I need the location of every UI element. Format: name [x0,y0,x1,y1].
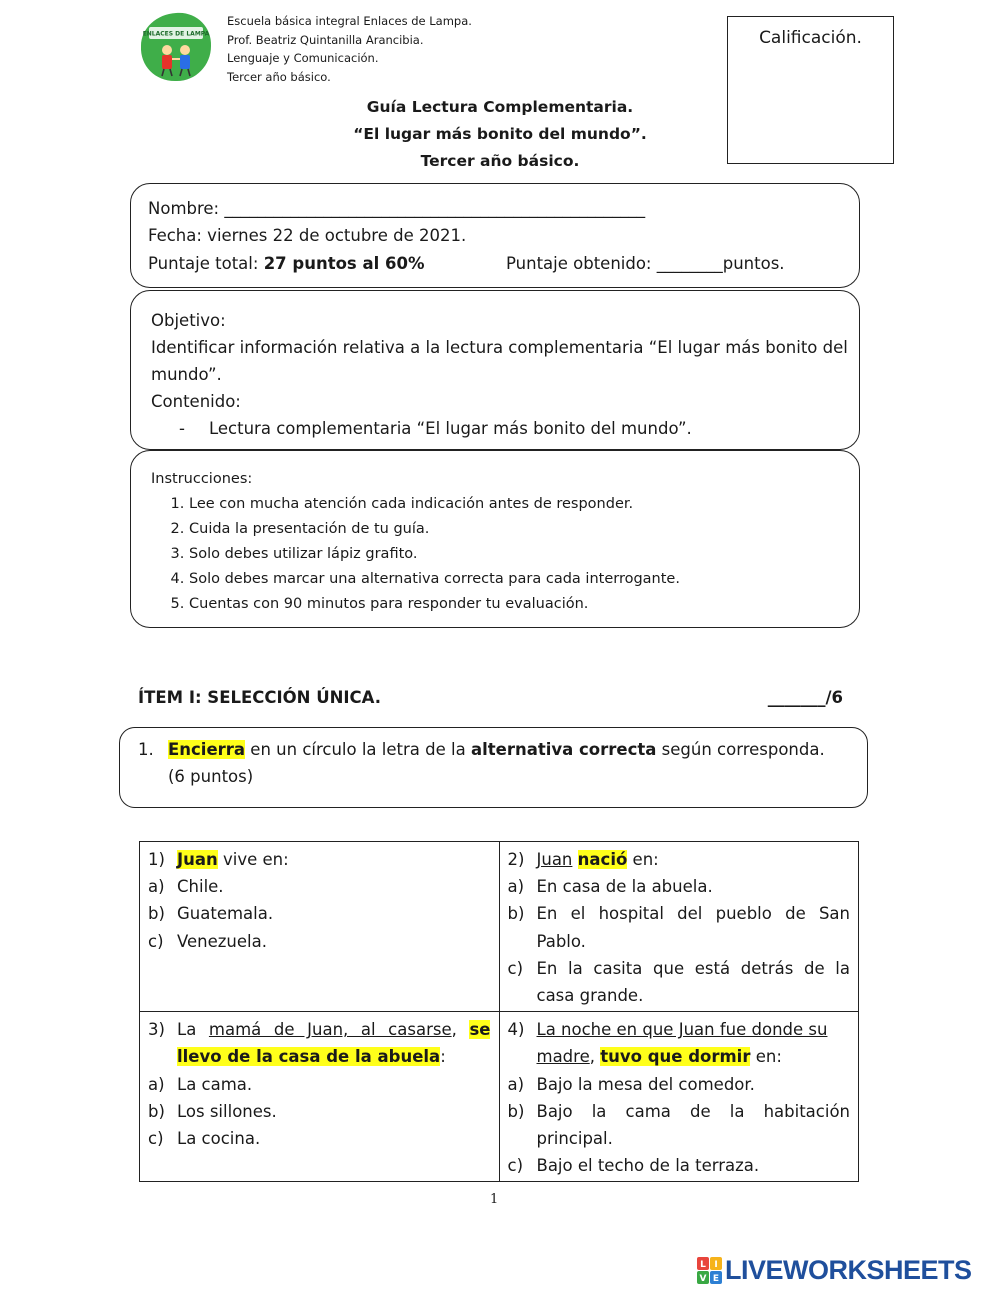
liveworksheets-wordmark: LIVEWORKSHEETS [725,1255,972,1285]
question-colon: : [440,1047,446,1067]
answer-option[interactable] [148,873,491,900]
question-4-cell [499,1012,859,1182]
table-row [140,1012,859,1182]
option-text: Guatemala. [177,904,274,924]
instruction-item: 5. Cuentas con 90 minutos para responder tu evaluación. [189,592,851,617]
answer-option[interactable] [148,928,491,955]
question-comma: , [589,1047,601,1067]
school-logo [137,10,215,84]
name-row [148,199,645,218]
total-score-row [148,254,425,273]
total-score-value: 27 puntos al 60% [263,254,425,273]
liveworksheets-brand[interactable] [697,1255,972,1286]
underlined-phrase: La noche en que Juan fue donde su madre [536,1020,828,1067]
instruction-bold: alternativa correcta [470,740,657,759]
instructions-list [151,492,851,617]
option-text: Chile. [177,877,224,897]
item-instruction-box [119,727,868,808]
name-input-line[interactable]: ___________________________________________________ [224,199,646,218]
name-label: Nombre: [148,199,220,218]
question-number: 3) [148,1020,165,1040]
title-line-1: Guía Lectura Complementaria. [366,98,634,116]
question-3-stem [148,1016,491,1070]
highlight-phrase: se llevo de la casa de la abuela [177,1020,491,1067]
objective-box [130,290,860,450]
question-4-stem [508,1016,851,1070]
title-line-3: Tercer año básico. [420,152,580,170]
option-letter: b) [507,1101,525,1121]
instructions-box [130,450,860,628]
item-one-score-blank[interactable]: _______ [767,688,826,707]
answer-option[interactable] [508,955,851,1009]
instructions-label: Instrucciones: [151,471,253,487]
option-text: En la casita que está detrás de la casa grande. [536,958,850,1006]
content-label: Contenido: [151,392,241,411]
obtained-score-row [506,254,785,273]
answer-option[interactable] [508,1152,851,1179]
item-instruction [138,736,858,790]
answer-option[interactable] [508,873,851,900]
question-text: vive en: [217,850,289,869]
instruction-item: 1. Lee con mucha atención cada indicación antes de responder. [189,492,851,517]
questions-table [139,841,859,1182]
obtained-score-suffix: puntos. [722,254,785,273]
instruction-points: (6 puntos) [168,767,254,786]
option-letter: b) [507,904,525,924]
option-letter: b) [148,1101,165,1121]
option-letter: c) [148,1129,164,1149]
item-one-score [768,688,843,707]
content-item-text: Lectura complementaria “El lugar más bonito del mundo”. [209,419,692,438]
item-one-title: ÍTEM I: SELECCIÓN ÚNICA. [138,688,381,707]
school-name: Escuela básica integral Enlaces de Lampa. [227,14,472,28]
question-2-stem [508,846,851,873]
option-text: Bajo la mesa del comedor. [536,1074,755,1094]
page-number: 1 [490,1192,499,1207]
answer-option[interactable] [508,1071,851,1098]
question-text: en: [627,850,659,869]
option-text: La cama. [177,1074,253,1094]
table-row [140,842,859,1012]
answer-option[interactable] [148,1071,491,1098]
option-letter: c) [507,1156,524,1176]
obtained-score-input-line[interactable]: ________ [656,254,723,273]
item-one-heading [138,688,843,707]
instruction-part2: según corresponda. [656,740,825,759]
objective-label: Objetivo: [151,311,226,330]
question-comma: , [451,1020,470,1040]
svg-text:ENLACES DE LAMPA: ENLACES DE LAMPA [142,30,210,38]
icon-letter: E [712,1273,720,1284]
title-line-2: “El lugar más bonito del mundo”. [353,125,647,143]
item-one-score-total: /6 [825,688,843,707]
underlined-phrase: mamá de Juan, al casarse [208,1020,452,1040]
question-space [572,850,577,869]
answer-option[interactable] [148,1098,491,1125]
instruction-item: 3. Solo debes utilizar lápiz grafito. [189,542,851,567]
icon-letter: L [700,1259,706,1270]
grade-level: Tercer año básico. [227,69,331,84]
question-number: 2) [507,850,525,869]
underlined-subject: Juan [536,850,573,869]
option-letter: a) [507,877,525,897]
instruction-item: 2. Cuida la presentación de tu guía. [189,517,851,542]
option-text: Venezuela. [177,931,267,951]
question-3-cell [140,1012,500,1182]
question-text: en: [750,1047,782,1067]
option-letter: a) [148,1074,165,1094]
option-letter: a) [148,877,165,897]
answer-option[interactable] [148,1125,491,1152]
total-score-label: Puntaje total: [148,254,259,273]
instruction-item: 4. Solo debes marcar una alternativa correcta para cada interrogante. [189,567,851,592]
subject-name: Lenguaje y Comunicación. [227,51,379,65]
option-text: En casa de la abuela. [536,877,713,897]
question-text: La [177,1020,209,1040]
option-text: Bajo la cama de la habitación principal. [536,1101,850,1149]
option-text: La cocina. [177,1129,261,1149]
obtained-score-label: Puntaje obtenido: [506,254,652,273]
icon-letter: I [714,1259,718,1270]
document-title [250,94,750,175]
highlight-phrase: tuvo que dormir [600,1047,751,1067]
option-text: Los sillones. [177,1101,277,1121]
grade-box[interactable] [727,16,894,164]
instruction-part1: en un círculo la letra de la [245,740,471,759]
date-row: Fecha: viernes 22 de octubre de 2021. [148,226,467,245]
question-number: 1) [148,850,165,869]
teacher-name: Prof. Beatriz Quintanilla Arancibia. [227,32,424,47]
question-number: 4) [507,1020,525,1040]
question-1-stem [148,846,491,873]
option-letter: a) [507,1074,525,1094]
question-1-cell [140,842,500,1012]
content-item [151,415,851,442]
question-2-cell [499,842,859,1012]
answer-option[interactable] [148,900,491,927]
answer-option[interactable] [508,1098,851,1152]
option-letter: c) [148,931,164,951]
highlight-verb: nació [577,850,628,869]
liveworksheets-icon [697,1257,723,1285]
instruction-number: 1. [138,740,154,759]
student-info-box [130,183,860,288]
option-letter: c) [507,958,524,978]
instruction-verb: Encierra [168,740,246,759]
option-text: En el hospital del pueblo de San Pablo. [536,904,850,951]
highlight-subject: Juan [177,850,218,869]
option-text: Bajo el techo de la terraza. [536,1156,760,1176]
option-letter: b) [148,904,165,924]
grade-label: Calificación. [759,28,862,48]
objective-text: Identificar información relativa a la lectura complementaria “El lugar más bonito del mundo”. [151,338,848,384]
school-info [227,12,472,86]
icon-letter: V [699,1273,707,1284]
dash-bullet: - [179,419,185,438]
answer-option[interactable] [508,900,851,954]
